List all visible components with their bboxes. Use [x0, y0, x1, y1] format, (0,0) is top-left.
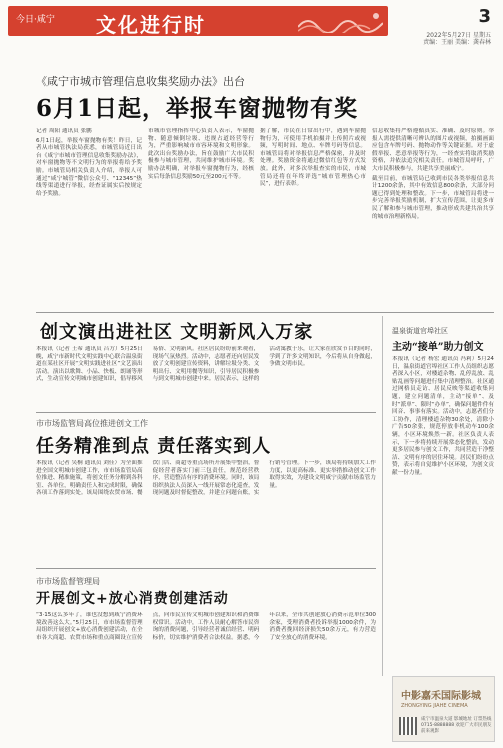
- article5-body: 本报讯（记者 杨宏 通讯员 冯莉）5月24日，温泉街道官埠社区工作人员组织志愿者深入小区，对楼道杂物、乱停乱放、乱贴乱画等问题进行集中清理整治。社区通过网格员走访、居民反映等渠道收集问题，建立问题清单，主动“接单”、及时“派单”、限时“办单”，确保问题件件有回音、事事有落实。活动中，志愿者们分工协作，清理楼道杂物30余处，清除小广告50余张，规范停放非机动车100余辆，小区环境焕然一新。社区负责人表示，下一步将持续开展常态化整治，发动更多居民参与创文工作，共同营造干净整洁、文明有序的居住环境。居民们纷纷点赞，表示将自觉维护小区环境，为创文贡献一份力量。: [392, 356, 494, 476]
- article3-body: 本报讯（记者 吴桐 通讯员 刘佳）为全面推进全国文明城市创建工作，市市场监管局高位推进、精准施策，将创文任务分解到各科室、各单位，明确责任人和完成时限，确保各项工作落到实处。该局围绕农贸市场、餐饮门店、商超等重点场所开展集中整治，督促经营者落实门前三包责任，规范经营秩序，营造整洁有序的消费环境。同时，该局组织执法人员深入一线开展常态化巡查，发现问题及时督促整改，并建立问题台账，实行销号管理。下一步，该局将持续加大工作力度，以更高标准、更实举措推动创文工作取得实效，为建设文明咸宁贡献市场监管力量。: [36, 460, 376, 497]
- wave-decoration-icon: [298, 9, 383, 33]
- divider: [36, 568, 376, 569]
- lead-paragraph: 信息收集将严格遵循真实、准确、及时原则。举报人需提供清晰可辨认的图片或视频，拍摄画面应包含车牌号码、抛物动作等关键证据。对于虚假举报、恶意举报等行为，一经查实将取消奖励资格，并依法追究相关责任。市城管局呼吁，广大市民积极参与，共建共享美丽咸宁。: [372, 128, 494, 172]
- lead-paragraph: 截至目前，市城管局已收到市民各类举报信息共计1200余条，其中有效信息800余条，大部分问题已得到处理和整改。下一步，市城管局将进一步完善举报奖励机制，扩大宣传范围，让更多市民了解和参与城市管理，推动形成共建共治共享的城市治理新格局。: [372, 175, 494, 220]
- column-divider: [382, 316, 383, 676]
- editor-credit: 责编：王丽 美编：龚春林: [423, 39, 491, 46]
- divider: [36, 412, 376, 413]
- lead-paragraph: 据了解，市民在日常出行中，遇到车窗抛物行为，可使用手机拍摄并上传照片或视频，写明时间、地点、车牌号码等信息。市城管局将对举报信息严格保密，并及时处理。奖励资金将通过微信红包等方式发放。此外，对多次举报查实的市民，市城管局还将在年终评选“城市管理热心市民”，进行表彰。: [260, 128, 366, 188]
- divider: [36, 312, 494, 313]
- ad-info: 咸宁市温泉大道 影城地址 订票热线 0715-8888888 欢迎广大市民朋友前来观影: [421, 717, 492, 734]
- article3-kicker: 市市场监管局高位推进创文工作: [36, 419, 148, 428]
- lead-paragraph: 6月1日起，举报车窗抛物有奖！昨日，记者从市城管执法局获悉，市城管局近日出台《咸宁市城市管理信息收集奖励办法》，对车窗抛物等不文明行为的举报将给予奖励。市城管局相关负责人介绍，举报人可通过“咸宁城管”微信公众号、“12345”热线等渠道进行举报，经查证属实后按规定给予奖励。: [36, 137, 142, 197]
- article3-headline: 任务精准到点 责任落实到人: [36, 436, 272, 457]
- article5-kicker: 温泉街道官埠社区: [392, 327, 448, 335]
- page-number: 3: [478, 6, 491, 27]
- section-title: 文化进行时: [96, 13, 206, 37]
- lead-column-1: [36, 128, 142, 306]
- lead-column-3: [260, 128, 366, 306]
- masthead-logo: 今日·咸宁: [16, 15, 55, 25]
- lead-byline: 记者 周阳 通讯员 张鹏: [36, 128, 92, 134]
- ad-brand: 中影嘉禾国际影城: [401, 691, 481, 702]
- page-header: [0, 0, 503, 46]
- lead-column-2: [148, 128, 254, 306]
- article5-headline: 主动“接单”助力创文: [392, 342, 484, 353]
- lead-kicker: 《咸宁市城市管理信息收集奖励办法》出台: [36, 75, 245, 88]
- cinema-advertisement: [392, 676, 495, 742]
- article4-headline: 开展创文+放心消费创建活动: [36, 591, 229, 607]
- article4-kicker: 市市场监督管理局: [36, 577, 100, 586]
- article2-headline: 创文演出进社区 文明新风入万家: [40, 322, 314, 343]
- article4-body: “3·15这么多年了，谁也没想到咸宁消费环境改善这么大。”5月25日，市市场监督管理局组织开展创文+放心消费创建活动，在全市各大商超、农贸市场和重点商圈设立宣传点，向市民宣传文明城市创建知识和消费维权常识。活动中，工作人员耐心解答市民咨询的消费问题，引导经营者诚信经营、明码标价，切实维护消费者合法权益。据悉，今年以来，全市共创建放心消费示范单位300余家，受理消费者投诉举报1000余件，为消费者挽回经济损失50余万元，有力营造了安全放心的消费环境。: [36, 612, 376, 641]
- lead-column-4: [372, 128, 494, 306]
- article2-body: 本报讯（记者 王希 通讯员 吕方）5月25日晚，咸宁市新时代文明实践中心联合温泉街道在某社区开展“文明实践进社区”文艺演出活动。演出以歌舞、小品、快板、朗诵等形式，生动宣传文明城市创建知识，倡导移风易俗、文明新风。社区居民纷纷前来观看，现场气氛热烈。活动中，志愿者还向居民发放了文明创建宣传资料，讲解垃圾分类、文明出行、文明用餐等知识，引导居民积极参与到文明城市创建中来。居民表示，这样的活动寓教于乐，让大家在欣赏节目的同时，学到了许多文明知识，今后将从自身做起，争做文明市民。: [36, 346, 376, 383]
- lead-paragraph: 市城市管理指挥中心负责人表示，车窗抛物、随意倾倒垃圾、违规占道经营等行为，严重影响城市市容环境和文明形象。此次出台奖励办法，旨在鼓励广大市民积极参与城市管理，共同维护城市环境。奖励办法明确，对举报车窗抛物行为，经核实后每条信息奖励50元至200元不等。: [148, 128, 254, 180]
- ad-brand-subtitle: ZHONGYING JIAHE CINEMA: [401, 703, 468, 709]
- section-banner: [8, 6, 388, 36]
- issue-date: 2022年5月27日 星期五: [426, 32, 491, 39]
- qr-code-icon: [399, 717, 417, 735]
- lead-headline: 6月1日起，举报车窗抛物有奖: [36, 95, 359, 122]
